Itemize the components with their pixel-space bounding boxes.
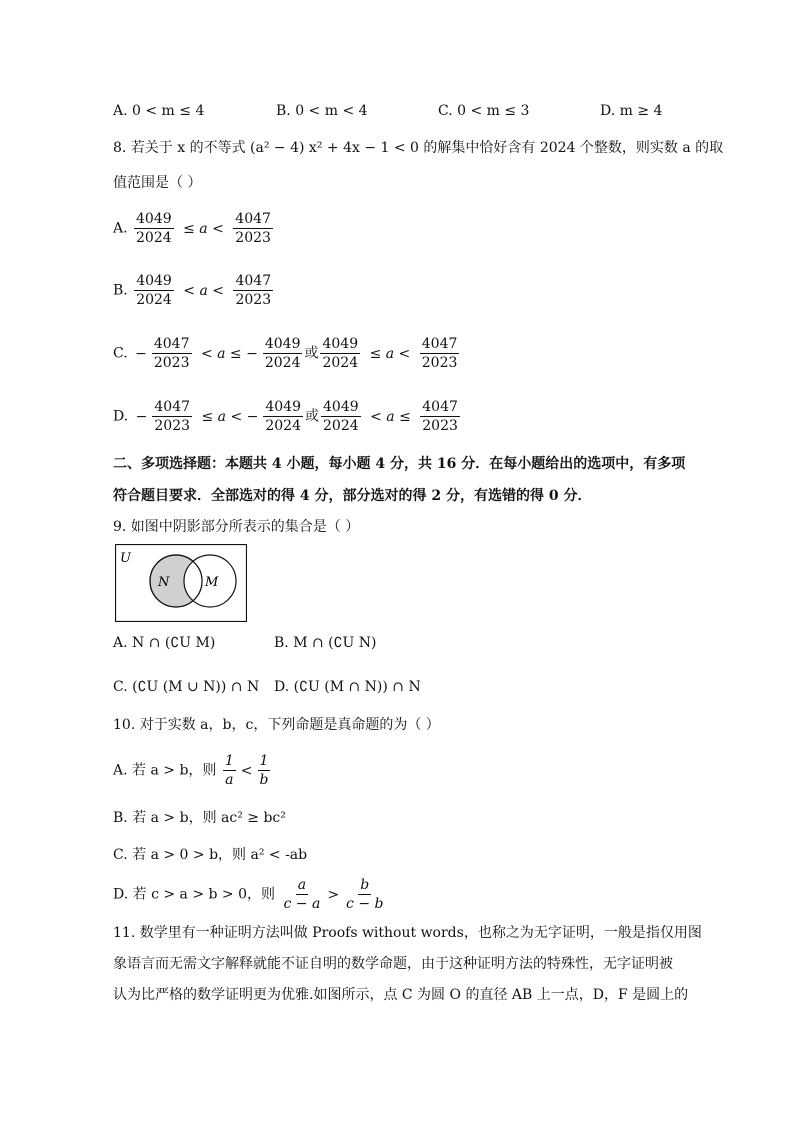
minus-sign: − [135, 345, 147, 362]
q7-option-a[interactable]: A. 0 < m ≤ 4 [113, 103, 205, 119]
q8-option-c[interactable] [113, 335, 461, 372]
venn-diagram [115, 544, 247, 622]
fraction: $\frac{4049}{2024}$ [322, 336, 359, 371]
fraction: $\frac{4047}{2023}$ [421, 336, 458, 371]
q7-option-d[interactable]: D. m ≥ 4 [600, 103, 663, 119]
set-n-label: N [158, 575, 170, 590]
q11-line2: 象语言而无需文字解释就能不证自明的数学命题，由于这种证明方法的特殊性，无字证明被 [113, 956, 673, 972]
fraction: $\frac{4049}{2024}$ [136, 211, 172, 246]
fraction: $\frac{4049}{2024}$ [264, 336, 301, 371]
q9-stem: 9. 如图中阴影部分所表示的集合是（ ） [113, 519, 360, 535]
q8-stem-line2: 值范围是（ ） [113, 175, 202, 191]
q8-option-a[interactable] [113, 210, 275, 247]
fraction: $\frac{a}{c - a}$ [283, 877, 321, 912]
relation: > [327, 886, 340, 903]
fraction: $\frac{4047}{2023}$ [235, 211, 271, 246]
q8-option-d[interactable] [113, 398, 462, 435]
q11-line1: 11. 数学里有一种证明方法叫做 Proofs without words，也称之为无字证明，一般是指仅用图 [113, 925, 702, 941]
option-text: A. 若 a > b，则 [113, 762, 217, 779]
fraction: $\frac{4049}{2024}$ [323, 399, 359, 434]
fraction: $\frac{4047}{2023}$ [235, 273, 272, 308]
q10-option-c[interactable]: C. 若 a > 0 > b，则 a² < -ab [113, 847, 308, 863]
option-label: C. [113, 345, 128, 362]
q7-option-c[interactable]: C. 0 < m ≤ 3 [438, 103, 530, 119]
q9-option-b[interactable]: B. M ∩ (∁U N) [274, 635, 377, 651]
relation: < a < [183, 282, 225, 299]
option-label: B. [113, 282, 128, 299]
section-heading-line1: 二、多项选择题：本题共 4 小题，每小题 4 分，共 16 分．在每小题给出的选项中，有多项 [113, 456, 686, 472]
q9-option-c[interactable]: C. (∁U (M ∪ N)) ∩ N [113, 679, 260, 695]
q9-option-d[interactable]: D. (∁U (M ∩ N)) ∩ N [274, 679, 421, 695]
fraction: $\frac{4049}{2024}$ [265, 399, 301, 434]
relation: ≤ a < − [201, 408, 259, 425]
minus-sign: − [135, 408, 148, 425]
option-label: A. [113, 220, 128, 237]
relation: ≤ a < [369, 345, 411, 362]
option-text: D. 若 c > a > b > 0，则 [113, 886, 276, 903]
relation: < a ≤ [370, 408, 411, 425]
set-m-label: M [205, 575, 219, 590]
q10-stem: 10. 对于实数 a，b，c，下列命题是真命题的为（ ） [113, 717, 440, 733]
q10-option-b[interactable]: B. 若 a > b，则 ac² ≥ bc² [113, 810, 286, 826]
relation: < [240, 762, 253, 779]
relation: < a ≤ − [200, 345, 258, 362]
or-word: 或 [305, 408, 319, 425]
fraction: $\frac{4047}{2023}$ [154, 399, 191, 434]
q7-option-b[interactable]: B. 0 < m < 4 [276, 103, 368, 119]
option-label: D. [113, 408, 129, 425]
fraction: $\frac{b}{c - b}$ [346, 877, 384, 912]
fraction: $\frac{1}{b}$ [259, 753, 269, 788]
or-word: 或 [304, 345, 319, 362]
fraction: $\frac{1}{a}$ [224, 753, 234, 788]
q10-option-a[interactable] [113, 752, 272, 789]
section-heading-line2: 符合题目要求．全部选对的得 4 分，部分选对的得 2 分，有选错的得 0 分． [113, 488, 592, 504]
relation: ≤ a < [183, 220, 224, 237]
q9-option-a[interactable]: A. N ∩ (∁U M) [113, 635, 216, 651]
universe-label: U [120, 551, 131, 566]
q10-option-d[interactable] [113, 876, 387, 913]
q8-stem-line1: 8. 若关于 x 的不等式 (a² − 4) x² + 4x − 1 < 0 的解集中恰好含有 2024 个整数，则实数 a 的取 [113, 140, 724, 156]
q11-line3: 认为比严格的数学证明更为优雅.如图所示，点 C 为圆 O 的直径 AB 上一点，D，F 是圆上的 [113, 987, 689, 1003]
fraction: $\frac{4047}{2023}$ [422, 399, 458, 434]
fraction: $\frac{4047}{2023}$ [153, 336, 190, 371]
fraction: $\frac{4049}{2024}$ [136, 273, 172, 308]
q8-option-b[interactable] [113, 272, 275, 309]
